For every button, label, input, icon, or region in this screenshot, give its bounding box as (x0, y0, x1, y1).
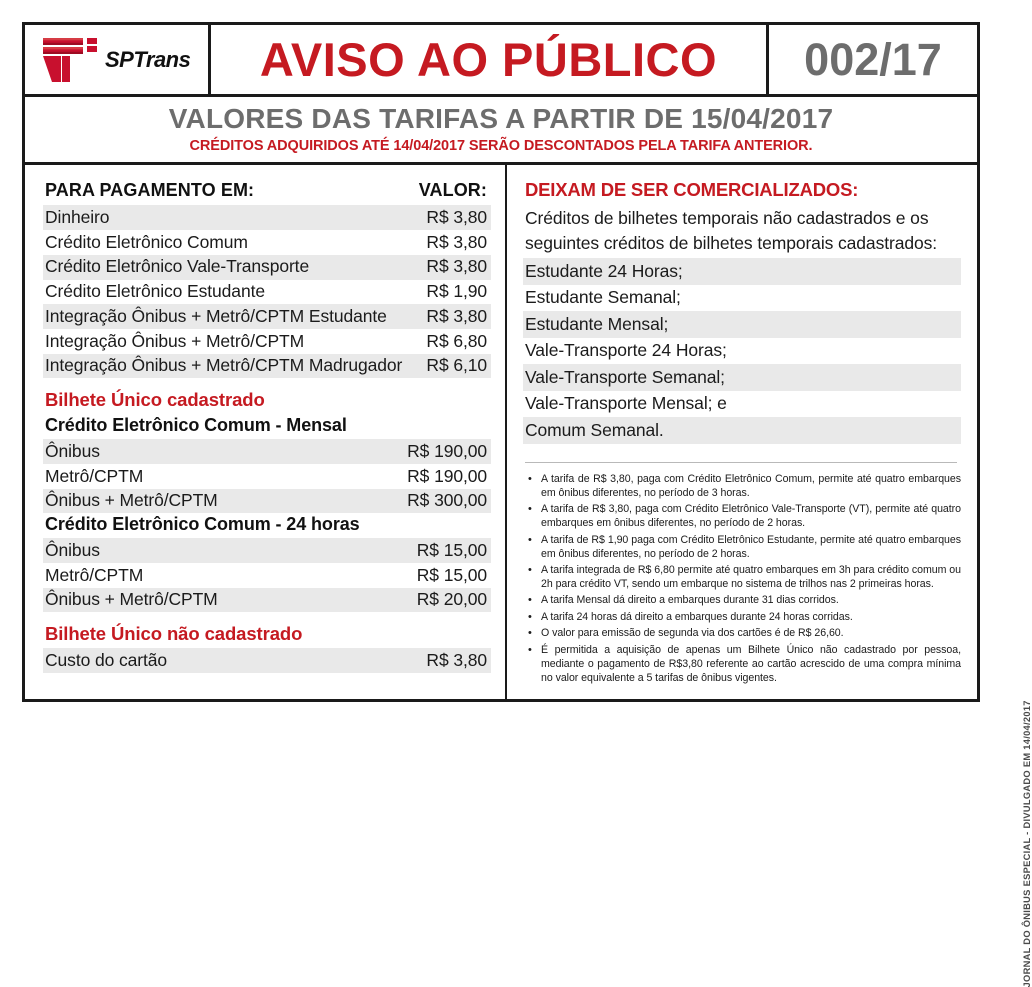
table-row (43, 648, 491, 673)
row-label: Integração Ônibus + Metrô/CPTM Madrugador (45, 355, 403, 376)
footnote-item (525, 611, 961, 625)
bullet-icon: • (528, 643, 532, 656)
row-label: Metrô/CPTM (45, 465, 144, 486)
footnote-item (525, 644, 961, 686)
table-row (43, 538, 491, 563)
fares-table (43, 205, 491, 378)
header-title-cell (211, 25, 769, 94)
row-label: Crédito Eletrônico Estudante (45, 281, 265, 302)
table-row (43, 205, 491, 230)
row-value: R$ 190,00 (407, 465, 487, 486)
table-row (43, 464, 491, 489)
document-header (25, 25, 977, 97)
row-label: Integração Ônibus + Metrô/CPTM Estudante (45, 305, 387, 326)
list-item: Comum Semanal. (523, 417, 961, 444)
row-label: Ônibus + Metrô/CPTM (45, 490, 218, 511)
footnote-item (525, 473, 961, 501)
row-value: R$ 1,90 (426, 281, 487, 302)
table-row (43, 563, 491, 588)
row-label: Metrô/CPTM (45, 564, 144, 585)
footnote-text: A tarifa de R$ 3,80, paga com Crédito Eletrônico Comum, permite até quatro embarques em ônibus diferentes, no período de 3 horas. (541, 472, 961, 499)
bullet-icon: • (528, 563, 532, 576)
row-label: Ônibus + Metrô/CPTM (45, 589, 218, 610)
footnote-text: A tarifa de R$ 1,90 paga com Crédito Eletrônico Estudante, permite até quatro embarques em ônibus diferentes, no período de 2 horas. (541, 533, 961, 560)
header-issue-cell (769, 25, 977, 94)
sptrans-t-logo-icon (39, 35, 101, 85)
subtitle-band (25, 97, 977, 165)
row-value: R$ 15,00 (416, 564, 487, 585)
mensal-table (43, 439, 491, 513)
footnotes-list (523, 473, 961, 689)
issue-number: 002/17 (804, 34, 942, 85)
footnote-item (525, 627, 961, 641)
brand-name: SPTrans (105, 46, 191, 72)
table-row (43, 255, 491, 280)
section-bilhete-unico-nao-cadastrado: Bilhete Único não cadastrado (45, 623, 303, 645)
nao-cadastrado-table (43, 648, 491, 673)
subtitle-note: CRÉDITOS ADQUIRIDOS ATÉ 14/04/2017 SERÃO DESCONTADOS PELA TARIFA ANTERIOR. (189, 137, 813, 154)
footnote-item (525, 503, 961, 531)
table-row (43, 439, 491, 464)
row-value: R$ 3,80 (426, 231, 487, 252)
fares-table-header-value: VALOR: (418, 180, 487, 201)
brand-logo-cell (25, 25, 211, 94)
row-label: Integração Ônibus + Metrô/CPTM (45, 330, 305, 351)
footnote-item (525, 564, 961, 592)
row-label: Ônibus (45, 539, 100, 560)
row-label: Crédito Eletrônico Vale-Transporte (45, 256, 310, 277)
table-row (43, 588, 491, 613)
subsection-comum-mensal: Crédito Eletrônico Comum - Mensal (45, 415, 347, 436)
row-label: Crédito Eletrônico Comum (45, 231, 248, 252)
row-label: Dinheiro (45, 207, 110, 228)
table-row (43, 489, 491, 514)
row-label: Ônibus (45, 440, 100, 461)
footnote-text: A tarifa Mensal dá direito a embarques durante 31 dias corridos. (541, 594, 839, 607)
bullet-icon: • (528, 627, 532, 640)
table-row (43, 354, 491, 379)
footnote-text: A tarifa integrada de R$ 6,80 permite até quatro embarques em 3h para crédito comum ou 2h para crédito VT, sendo um embarque no sistema de trilhos nas 2 primeiras horas. (541, 563, 961, 590)
list-item: Estudante 24 Horas; (523, 258, 961, 285)
row-value: R$ 20,00 (416, 589, 487, 610)
discontinued-intro: Créditos de bilhetes temporais não cadastrados e os seguintes créditos de bilhetes temporais cadastrados: (525, 208, 938, 254)
discontinued-column (507, 165, 977, 699)
row-value: R$ 190,00 (407, 440, 487, 461)
table-row (43, 304, 491, 329)
discontinued-list (523, 258, 961, 444)
table-row (43, 230, 491, 255)
row-value: R$ 6,10 (426, 355, 487, 376)
publication-credit: JORNAL DO ÔNIBUS ESPECIAL - DIVULGADO EM 14/04/2017 (1022, 700, 1032, 987)
row-value: R$ 3,80 (426, 207, 487, 228)
row-value: R$ 15,00 (416, 539, 487, 560)
subtitle-main: VALORES DAS TARIFAS A PARTIR DE 15/04/2017 (168, 103, 834, 134)
section-divider (525, 462, 957, 463)
row-value: R$ 3,80 (426, 305, 487, 326)
bullet-icon: • (528, 503, 532, 516)
footnote-text: É permitida a aquisição de apenas um Bilhete Único não cadastrado por pessoa, mediante o pagamento de R$3,80 referente ao cartão acrescido de uma compra mínima no valor equivalente a 5 tarifas de ônibus vigentes. (541, 643, 961, 684)
bullet-icon: • (528, 594, 532, 607)
row-value: R$ 3,80 (426, 256, 487, 277)
row-value: R$ 6,80 (426, 330, 487, 351)
table-row (43, 329, 491, 354)
discontinued-heading: DEIXAM DE SER COMERCIALIZADOS: (525, 179, 859, 201)
fares-table-header (43, 179, 491, 205)
footnote-item (525, 534, 961, 562)
vinte-quatro-horas-table (43, 538, 491, 612)
bullet-icon: • (528, 533, 532, 546)
list-item: Vale-Transporte Semanal; (523, 364, 961, 391)
row-value: R$ 3,80 (426, 650, 487, 670)
row-label: Custo do cartão (45, 650, 168, 670)
row-value: R$ 300,00 (407, 490, 487, 511)
footnote-text: A tarifa de R$ 3,80, paga com Crédito Eletrônico Vale-Transporte (VT), permite até quatro embarques em ônibus diferentes, no período de 2 horas. (541, 503, 961, 530)
page-title: AVISO AO PÚBLICO (259, 33, 718, 86)
table-row (43, 280, 491, 305)
footnote-text: A tarifa 24 horas dá direito a embarques durante 24 horas corridas. (541, 610, 853, 623)
bullet-icon: • (528, 472, 532, 485)
list-item: Vale-Transporte Mensal; e (525, 393, 727, 414)
document-frame (22, 22, 980, 702)
fares-table-header-label: PARA PAGAMENTO EM: (45, 180, 255, 201)
document-body (25, 165, 977, 699)
list-item: Vale-Transporte 24 Horas; (525, 340, 727, 361)
footnote-text: O valor para emissão de segunda via dos cartões é de R$ 26,60. (541, 627, 844, 640)
fares-column (25, 165, 507, 699)
list-item: Estudante Mensal; (523, 311, 961, 338)
list-item: Estudante Semanal; (525, 287, 681, 308)
bullet-icon: • (528, 610, 532, 623)
section-bilhete-unico-cadastrado: Bilhete Único cadastrado (45, 389, 265, 411)
footnote-item (525, 594, 961, 608)
subsection-comum-24horas: Crédito Eletrônico Comum - 24 horas (45, 514, 360, 535)
